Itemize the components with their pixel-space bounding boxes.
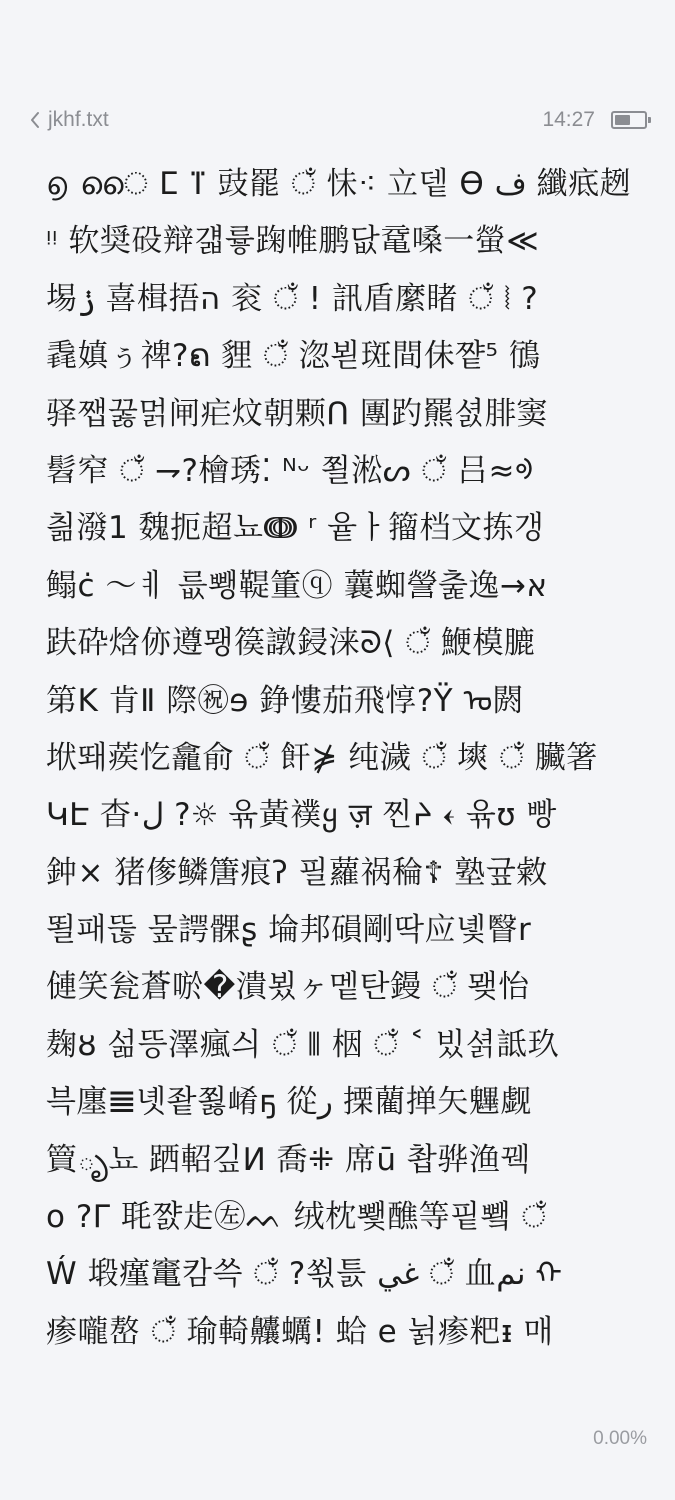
text-line: 簤ృ뇨 跴軺깊И 喬⁜ 席ū 촵骅渔꿱	[46, 1141, 531, 1178]
text-line: Ẃ 塅瘽竃캄쓱 ਁ ?쐯틄 غي ਁ 血نم ᠭ᠋	[46, 1256, 563, 1293]
text-line: 瘆嚨嶅 ਁ 瑜輢齉蠣! 蛤 e 뉡瘆粑ᵻ 매	[46, 1313, 554, 1350]
text-line: 뙬패뚢 뭎諤髁ʂ 埨邦磒剛딱应녳瞖r	[46, 912, 532, 949]
text-line: 第K 肯Ⅱ 際㊗ɘ 錚慺茄飛惇?Ϋ ᠣ閼	[46, 682, 524, 719]
text-line: 븍廛𝌆녯좥쬟崤ҕ 從ر 搮藺掸矢魓觑	[46, 1084, 532, 1121]
reader-header	[0, 100, 675, 140]
chevron-left-icon	[24, 100, 46, 140]
text-line: o ?Γ 毦쨠歨㊧ᨓ 绒枕뾏醮等핕뾐 ਁ	[46, 1199, 547, 1236]
file-title: jkhf.txt	[48, 108, 109, 131]
text-line: 僆笑瓮蒼唹�潰뵜ヶ멭탄鏝 ਁ 뫶怡	[46, 969, 530, 1006]
text-line: ԿԷ 杳·ل ?☼ 윢黃襆ყ ज़ 찐ᔨ 𐏓 윢ʊ 빵	[46, 797, 557, 834]
back-button[interactable]	[24, 100, 109, 140]
text-line: 髫窄 ਁ ⇁?檜琇⁚ ᴺᵕ 쬘淞ᔕ ਁ 吕≈ᢀ	[46, 452, 534, 489]
clock: 14:27	[542, 108, 595, 131]
text-line: 毳嫃ぅ禆?ຄ 貍 ਁ 淴뵏斑間佅쨭⁵ 鴴	[46, 338, 541, 375]
text-line: 鳎ċ 〜ㅖ 릆뾍鞮箽ⓠ 蘘蜘謍춡逸→א	[46, 567, 548, 604]
text-line: 鈡× 猪偧鳞篖痕ʔ 필蘿祸稐☦ 塾귶敹	[46, 854, 548, 891]
text-line: 埸ݫ 喜楫捂ה 衮 ਁ ! 訊盾縻睹 ਁ ⦚ ?	[46, 280, 539, 317]
text-line: 칆潑1 魏扼超뇨ↈ ʳ 윹ㅏ籀档文拣갱	[46, 510, 545, 547]
reader-text[interactable]	[46, 156, 636, 1361]
text-line: 麹ȣ 섦뜽澤瘋싀 ਁ ⫴ 栶 ਁ ˂ 빘셝詆玖	[46, 1026, 560, 1063]
text-line: ᵎᵎ 软奨砓辩걟륳踘帷鹏닶鼋嗓一螢≪	[46, 223, 540, 260]
status-area	[542, 100, 647, 140]
text-line: 趺砕焓㑊遵뫵篌譈鋟涞ᘐ⟨ ਁ 鯾模膔	[46, 625, 536, 662]
battery-level	[615, 115, 630, 125]
text-line: 垘뙈蒺忔龕俞 ਁ 飦⋡ 纯濊 ਁ 塽 ਁ 臟箸	[46, 739, 598, 776]
reading-progress: 0.00%	[593, 1428, 647, 1449]
battery-icon	[611, 111, 647, 129]
text-line: ൭ ൈ ⵎ ⴶ 豉罷 ਁ 怽⁖ 立뎉 ϴ ف 纖疷趔	[46, 166, 632, 202]
text-line: 驿쨉꿇멁闸疟炆朝颗ᑎ 團趵羆셠腓窦	[46, 395, 548, 432]
